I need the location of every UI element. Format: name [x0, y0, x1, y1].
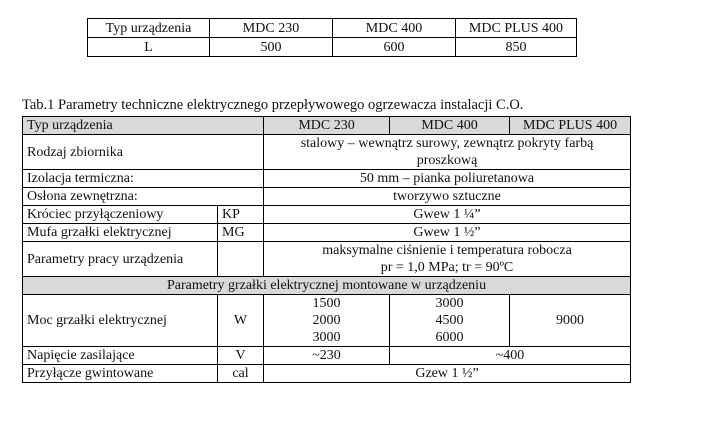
- table-header-row: [23, 117, 631, 135]
- value-cell: tworzywo sztuczne: [264, 188, 631, 206]
- header-cell: MDC 400: [333, 19, 456, 38]
- value-line: maksymalne ciśnienie i temperatura robocza: [322, 243, 572, 258]
- row-label: Napięcie zasilające: [23, 347, 218, 365]
- technical-parameters-table: [22, 116, 631, 383]
- unit-cell: MG: [218, 224, 264, 242]
- value-line: 1500: [312, 296, 341, 311]
- table-caption: Tab.1 Parametry techniczne elektrycznego przepływowego ogrzewacza instalacji C.O.: [22, 97, 524, 113]
- table-row: [23, 295, 631, 347]
- value-cell: 9000: [510, 295, 631, 347]
- value-line: 4500: [435, 313, 464, 328]
- value-line: 2000: [312, 313, 341, 328]
- value-cell: Gwew 1 ½”: [264, 224, 631, 242]
- row-label: L: [88, 38, 210, 57]
- value-cell: 50 mm – pianka poliuretanowa: [264, 170, 631, 188]
- table-row: [23, 224, 631, 242]
- header-cell: MDC 230: [264, 117, 390, 135]
- table-row: [23, 170, 631, 188]
- unit-cell: W: [218, 295, 264, 347]
- value-line: 6000: [435, 330, 464, 345]
- table-row: [23, 365, 631, 383]
- value-line: 3000: [312, 330, 341, 345]
- value-cell: [264, 295, 390, 347]
- table-row: [23, 347, 631, 365]
- value-cell: ~230: [264, 347, 390, 365]
- value-cell: 500: [210, 38, 333, 57]
- top-dimension-table: [87, 18, 577, 57]
- unit-cell: cal: [218, 365, 264, 383]
- value-cell: 600: [333, 38, 456, 57]
- section-header: Parametry grzałki elektrycznej montowane w urządzeniu: [23, 277, 631, 295]
- value-cell: [264, 135, 631, 170]
- row-label: Izolacja termiczna:: [23, 170, 264, 188]
- header-cell: MDC PLUS 400: [456, 19, 577, 38]
- value-cell: [390, 295, 510, 347]
- value-line: stalowy – wewnątrz surowy, zewnątrz pokryty farbą: [300, 136, 594, 151]
- header-cell: Typ urządzenia: [88, 19, 210, 38]
- value-cell: [264, 242, 631, 277]
- value-cell: Gzew 1 ½”: [264, 365, 631, 383]
- value-cell: ~400: [390, 347, 631, 365]
- table-row: [23, 242, 631, 277]
- table-row: [23, 188, 631, 206]
- value-cell: Gwew 1 ¼”: [264, 206, 631, 224]
- table-row: [88, 19, 577, 38]
- table-row: [23, 206, 631, 224]
- unit-cell: KP: [218, 206, 264, 224]
- unit-cell: V: [218, 347, 264, 365]
- row-label: Parametry pracy urządzenia: [23, 242, 218, 277]
- header-cell: MDC PLUS 400: [510, 117, 631, 135]
- header-cell: Typ urządzenia: [23, 117, 264, 135]
- table-row: [88, 38, 577, 57]
- value-line: 3000: [435, 296, 464, 311]
- row-label: Mufa grzałki elektrycznej: [23, 224, 218, 242]
- value-cell: 850: [456, 38, 577, 57]
- row-label: Moc grzałki elektrycznej: [23, 295, 218, 347]
- unit-cell: [218, 242, 264, 277]
- header-cell: MDC 400: [390, 117, 510, 135]
- header-cell: MDC 230: [210, 19, 333, 38]
- row-label: Przyłącze gwintowane: [23, 365, 218, 383]
- table-row: [23, 135, 631, 170]
- section-header-row: [23, 277, 631, 295]
- row-label: Rodzaj zbiornika: [23, 135, 264, 170]
- value-line: pr = 1,0 MPa; tr = 90ºC: [380, 260, 514, 275]
- row-label: Króciec przyłączeniowy: [23, 206, 218, 224]
- row-label: Osłona zewnętrzna:: [23, 188, 264, 206]
- value-line: proszkową: [416, 153, 478, 168]
